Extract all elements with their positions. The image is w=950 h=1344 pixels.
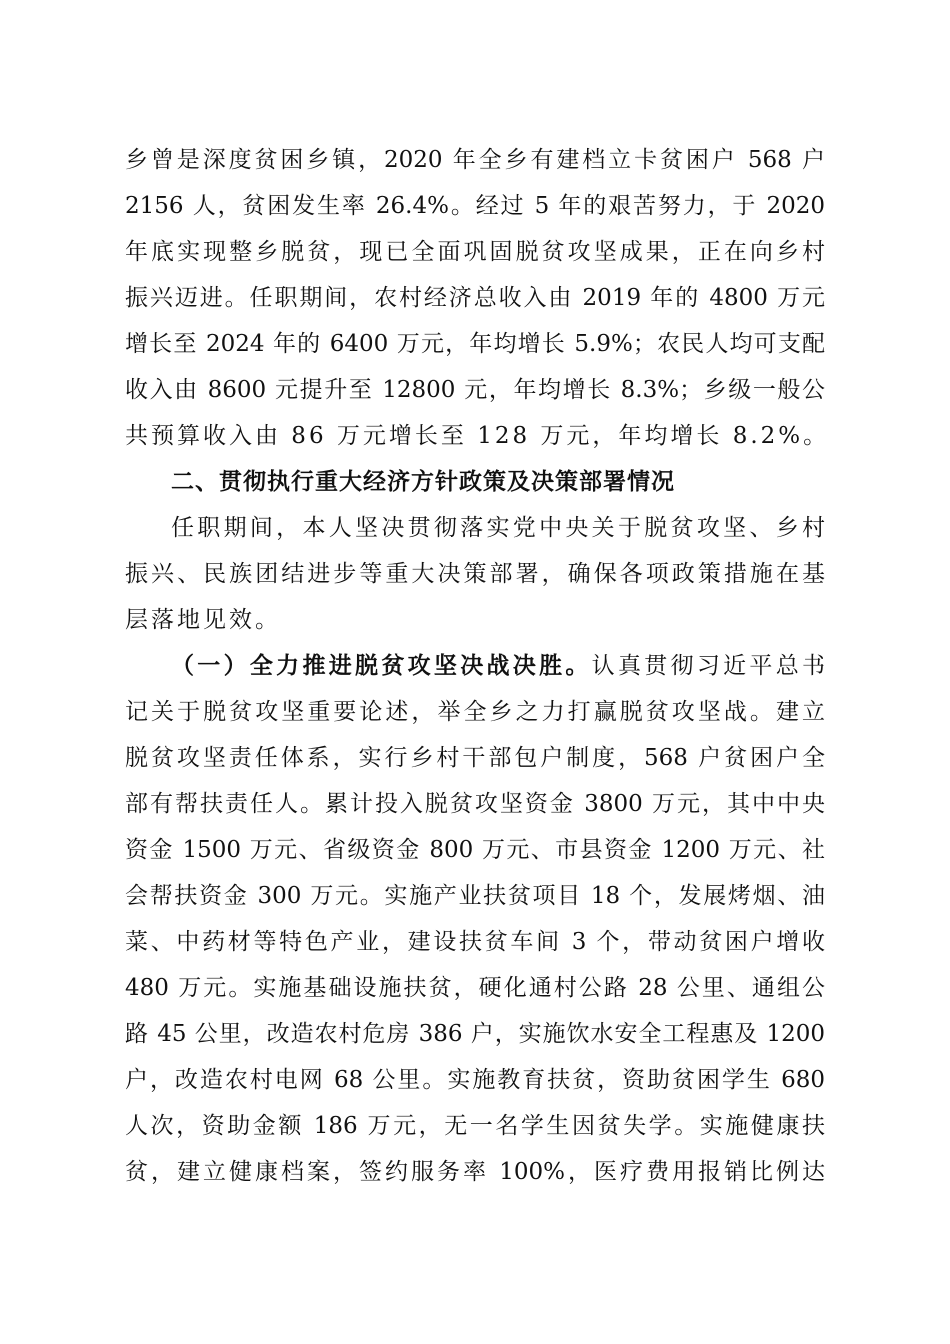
body-text-line: 资金 1500 万元、省级资金 800 万元、市县资金 1200 万元、社 (125, 837, 825, 863)
body-text-line: 收入由 8600 元提升至 12800 元，年均增长 8.3%；乡级一般公 (125, 377, 825, 403)
body-text-line: 振兴迈进。任职期间，农村经济总收入由 2019 年的 4800 万元 (125, 285, 825, 311)
body-text-line: 记关于脱贫攻坚重要论述，举全乡之力打赢脱贫攻坚战。建立 (125, 699, 825, 725)
body-text-line: 年底实现整乡脱贫，现已全面巩固脱贫攻坚成果，正在向乡村 (125, 239, 825, 265)
body-text-line: 乡曾是深度贫困乡镇，2020 年全乡有建档立卡贫困户 568 户 (125, 147, 825, 173)
body-text-line: 2156 人，贫困发生率 26.4%。经过 5 年的艰苦努力，于 2020 (125, 193, 825, 219)
body-text-line: 脱贫攻坚责任体系，实行乡村干部包户制度，568 户贫困户全 (125, 745, 825, 771)
body-text-line: 路 45 公里，改造农村危房 386 户，实施饮水安全工程惠及 1200 (125, 1021, 825, 1047)
body-text-line: 振兴、民族团结进步等重大决策部署，确保各项政策措施在基 (125, 561, 825, 587)
body-text-line: 会帮扶资金 300 万元。实施产业扶贫项目 18 个，发展烤烟、油 (125, 883, 825, 909)
section-heading: 二、贯彻执行重大经济方针政策及决策部署情况 (171, 469, 675, 495)
body-text-line: 贫，建立健康档案，签约服务率 100%，医疗费用报销比例达 (125, 1159, 825, 1185)
body-text-line: 增长至 2024 年的 6400 万元，年均增长 5.9%；农民人均可支配 (125, 331, 825, 357)
body-text-line: 共预算收入由 86 万元增长至 128 万元，年均增长 8.2%。 (125, 423, 830, 449)
body-text-line: 任职期间，本人坚决贯彻落实党中央关于脱贫攻坚、乡村 (171, 515, 825, 541)
subsection-first-line-text: 认真贯彻习近平总书 (591, 653, 826, 679)
body-text-line: 层落地见效。 (125, 607, 281, 633)
subsection-title: （一）全力推进脱贫攻坚决战决胜。 (171, 653, 592, 679)
body-text-line: 户，改造农村电网 68 公里。实施教育扶贫，资助贫困学生 680 (125, 1067, 825, 1093)
body-text-line: 人次，资助金额 186 万元，无一名学生因贫失学。实施健康扶 (125, 1113, 825, 1139)
body-text-line: 部有帮扶责任人。累计投入脱贫攻坚资金 3800 万元，其中中央 (125, 791, 825, 817)
subsection-first-line (171, 643, 825, 689)
body-text-line: 480 万元。实施基础设施扶贫，硬化通村公路 28 公里、通组公 (125, 975, 825, 1001)
body-text-line: 菜、中药材等特色产业，建设扶贫车间 3 个，带动贫困户增收 (125, 929, 825, 955)
